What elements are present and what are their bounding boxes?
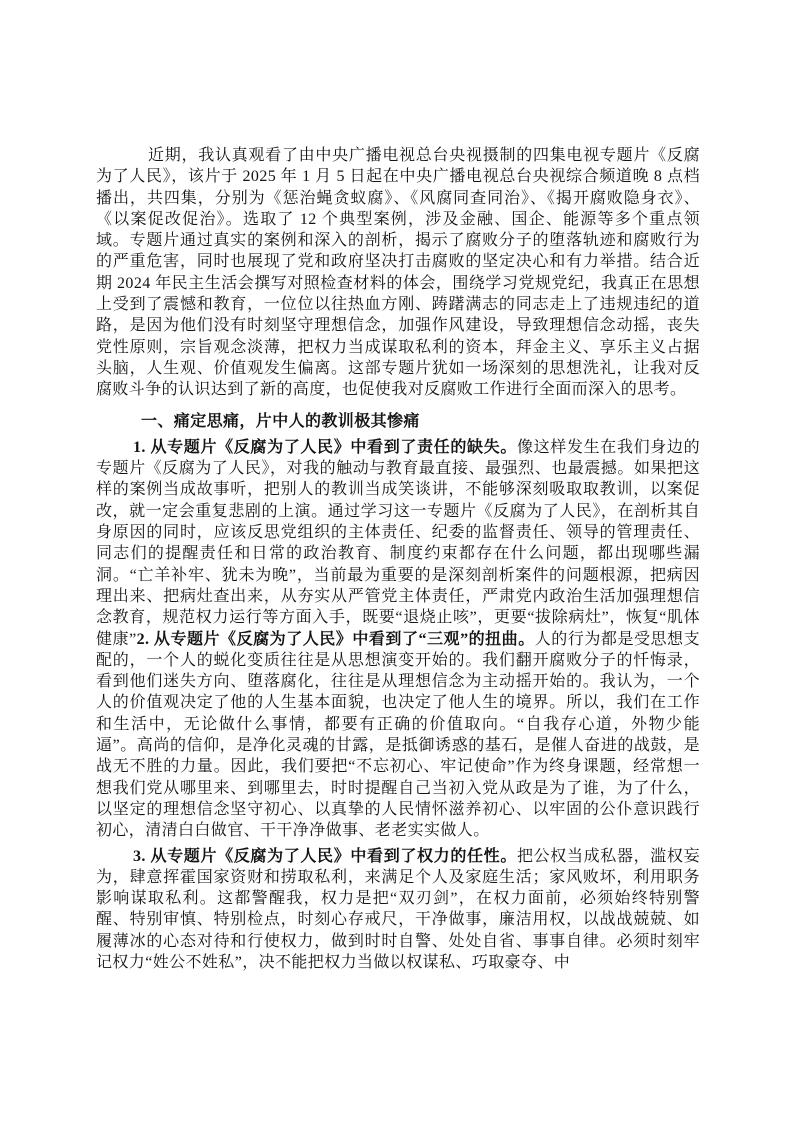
text-run: 近期，我认真观看了由中央广播电视总台央视摄制的四集电视专题片《反腐为了人民》，该片于 2025 年 1 月 5 日起在中央广播电视总台央视综合频道晚 8 点档播出，共四集，分别为《惩治蝇贪蚁腐》、《风腐同查同治》、《揭开腐败隐身衣》、《以案促改促治》。选取了 12 个典型案例，涉及金融、国企、能源等多个重点领域。专题片通过真实的案例和深入的剖析，揭示了腐败分子的堕落轨迹和腐败行为的严重危害，同时也展现了党和政府坚决打击腐败的坚定决心和有力举措。结合近期 2024 年民主生活会撰写对照检查材料的体会，围绕学习党规党纪，我真正在思想上受到了震憾和教育，一位位以往热血方刚、踌躇满志的同志走上了违规违纪的道路，是因为他们没有时刻坚守理想信念，加强作风建设，导致理想信念动摇，丧失党性原则，宗旨观念淡薄，把权力当成谋取私利的资本，拜金主义、享乐主义占据头脑，人生观、价值观发生偏离。这部专题片犹如一场深刻的思想洗礼，让我对反腐败斗争的认识达到了新的高度，也促使我对反腐败工作进行全面而深入的思考。	[96, 147, 700, 399]
text-run: 把公权当成私器，滥权妄为，肆意挥霍国家资财和捞取私利，来满足个人及家庭生活；家风败坏，利用职务影响谋取私利。这都警醒我，权力是把“双刃剑”，在权力面前，必须始终特别警醒、特别审慎、特别检点，时刻心存戒尺，干净做事，廉洁用权，以战战兢兢、如履薄冰的心态对待和行使权力，做到时时自警、处处自省、事事自律。必须时刻牢记权力“姓公不姓私”，决不能把权力当做以权谋私、巧取豪夺、中	[96, 847, 700, 971]
text-run: 人的行为都是受思想支配的，一个人的蜕化变质往往是从思想演变开始的。我们翻开腐败分子的忏悔录，看到他们迷失方向、堕落腐化，往往是从理想信念为主动摇开始的。我认为，一个人的价值观决定了他的人生基本面貌，也决定了他人生的境界。所以，我们在工作和生活中，无论做什么事情，都要有正确的价值取向。“自我存心道，外物少能逼”。高尚的信仰，是净化灵魂的甘露，是抵御诱惑的基石，是催人奋进的战鼓，是战无不胜的力量。因此，我们要把“不忘初心、牢记使命”作为终身课题，经常想一想我们党从哪里来、到哪里去，时时提醒自己当初入党从政是为了谁，为了什么，以坚定的理想信念坚守初心、以真挚的人民情怀滋养初心、以牢固的公仆意识践行初心，清清白白做官、干干净净做事、老老实实做人。	[96, 630, 700, 840]
bold-text-run: 1. 从专题片《反腐为了人民》中看到了责任的缺失。	[133, 438, 517, 456]
text-run: 像这样发生在我们身边的专题片《反腐为了人民》，对我的触动与教育最直接、最强烈、也最震撼。如果把这样的案例当成故事听，把别人的教训当成笑谈讲，不能够深刻吸取取教训，以案促改，就一定会重复悲剧的上演。通过学习这一专题片《反腐为了人民》，在剖析其自身原因的同时，应该反思党组织的主体责任、纪委的监督责任、领导的管理责任、同志们的提醒责任和日常的政治教育、制度约束都存在什么问题，都出现哪些漏洞。“亡羊补牢、犹未为晚”，当前最为重要的是深刻剖析案件的问题根源，把病因理出来、把病灶查出来，从夯实从严管党主体责任，严肃党内政治生活加强理想信念教育，规范权力运行等方面入手，既要“退烧止咳”，更要“拔除病灶”，恢复“肌体健康”	[96, 438, 700, 648]
bold-text-run: 2. 从专题片《反腐为了人民》中看到了“三观”的扭曲。	[136, 630, 535, 648]
document-body	[96, 145, 700, 977]
intro-paragraph	[96, 145, 700, 401]
bold-text-run: 一、痛定思痛，片中人的教训极其惨痛	[141, 412, 420, 430]
bold-text-run: 3. 从专题片《反腐为了人民》中看到了权力的任性。	[133, 847, 517, 865]
paragraph-point-1-and-2	[96, 437, 700, 842]
section-heading-1	[96, 411, 700, 432]
paragraph-point-3	[96, 846, 700, 974]
